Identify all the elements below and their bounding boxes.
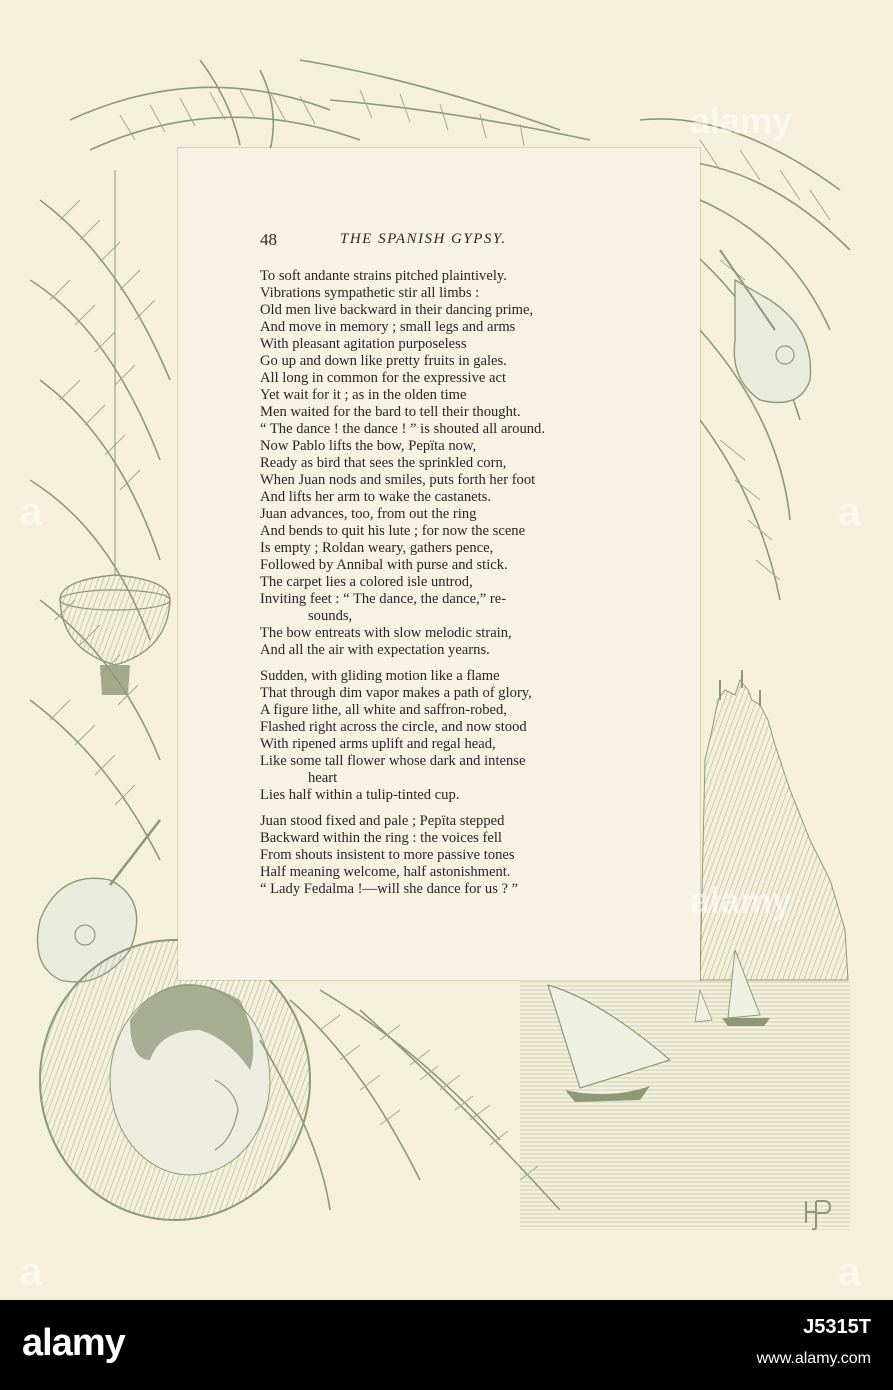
watermark-mark: a (20, 490, 43, 534)
poem-line: Inviting feet : “ The dance, the dance,” re- (260, 591, 507, 607)
poem-line: Like some tall flower whose dark and intense (260, 753, 526, 769)
poem-line: Backward within the ring : the voices fell (260, 830, 502, 846)
poem-line: To soft andante strains pitched plaintively. (260, 268, 507, 284)
text-panel (178, 148, 700, 980)
watermark-brand: alamy (690, 880, 793, 921)
poem-line: All long in common for the expressive act (260, 370, 507, 386)
stock-photo-banner (0, 1300, 893, 1390)
poem-line: Juan stood fixed and pale ; Pepïta stepped (260, 813, 505, 829)
poem-line: Yet wait for it ; as in the olden time (260, 387, 467, 403)
poem-line: And move in memory ; small legs and arms (260, 319, 516, 335)
poem-line: The bow entreats with slow melodic strain, (260, 625, 512, 641)
poem-line: That through dim vapor makes a path of glory, (260, 685, 532, 701)
poem-line: Half meaning welcome, half astonishment. (260, 864, 511, 880)
poem-line: “ The dance ! the dance ! ” is shouted all around. (260, 421, 546, 437)
poem-line: The carpet lies a colored isle untrod, (260, 574, 473, 590)
poem-line: And lifts her arm to wake the castanets. (260, 489, 491, 505)
alamy-logo: alamy (22, 1322, 125, 1364)
page-number: 48 (260, 230, 277, 249)
poem-line: Flashed right across the circle, and now stood (260, 719, 527, 735)
poem-line: From shouts insistent to more passive tones (260, 847, 515, 863)
portrait-medallion-icon (40, 940, 310, 1220)
poem-line: With pleasant agitation purposeless (260, 336, 467, 352)
poem-line: Is empty ; Roldan weary, gathers pence, (260, 540, 494, 556)
poem-line: Old men live backward in their dancing prime, (260, 302, 534, 318)
running-head (260, 230, 590, 252)
poem-line: With ripened arms uplift and regal head, (260, 736, 496, 752)
poem-line: sounds, (308, 608, 353, 624)
stanza (260, 668, 630, 804)
poem-text (260, 268, 630, 907)
poem-line: Ready as bird that sees the sprinkled corn, (260, 455, 507, 471)
poem-line: Go up and down like pretty fruits in gales. (260, 353, 507, 369)
poem-line: When Juan nods and smiles, puts forth her foot (260, 472, 536, 488)
poem-line: A figure lithe, all white and saffron-robed, (260, 702, 507, 718)
watermark-mark: a (838, 490, 861, 534)
poem-line: Lies half within a tulip-tinted cup. (260, 787, 460, 803)
poem-line: Sudden, with gliding motion like a flame (260, 668, 500, 684)
poem-line: Vibrations sympathetic stir all limbs : (260, 285, 480, 301)
poem-line: heart (308, 770, 338, 786)
lute-icon (720, 250, 811, 403)
poem-line: And bends to quit his lute ; for now the scene (260, 523, 526, 539)
poem-line: Now Pablo lifts the bow, Pepïta now, (260, 438, 477, 454)
hanging-lamp-icon (60, 170, 170, 695)
poem-line: And all the air with expectation yearns. (260, 642, 490, 658)
watermark-mark: a (838, 1250, 861, 1294)
castle-rock-icon (700, 670, 848, 980)
stanza (260, 813, 630, 898)
watermark-brand: alamy (690, 100, 793, 141)
site-url[interactable]: www.alamy.com (756, 1350, 871, 1367)
poem-line: Men waited for the bard to tell their thought. (260, 404, 521, 420)
poem-line: Juan advances, too, from out the ring (260, 506, 477, 522)
poem-line: “ Lady Fedalma !—will she dance for us ? ” (260, 881, 519, 897)
watermark-mark: a (20, 1250, 43, 1294)
artist-monogram-icon (802, 1197, 832, 1231)
stanza (260, 268, 630, 659)
image-id: J5315T (803, 1316, 871, 1338)
book-title: THE SPANISH GYPSY. (340, 231, 507, 247)
poem-line: Followed by Annibal with purse and stick. (260, 557, 508, 573)
